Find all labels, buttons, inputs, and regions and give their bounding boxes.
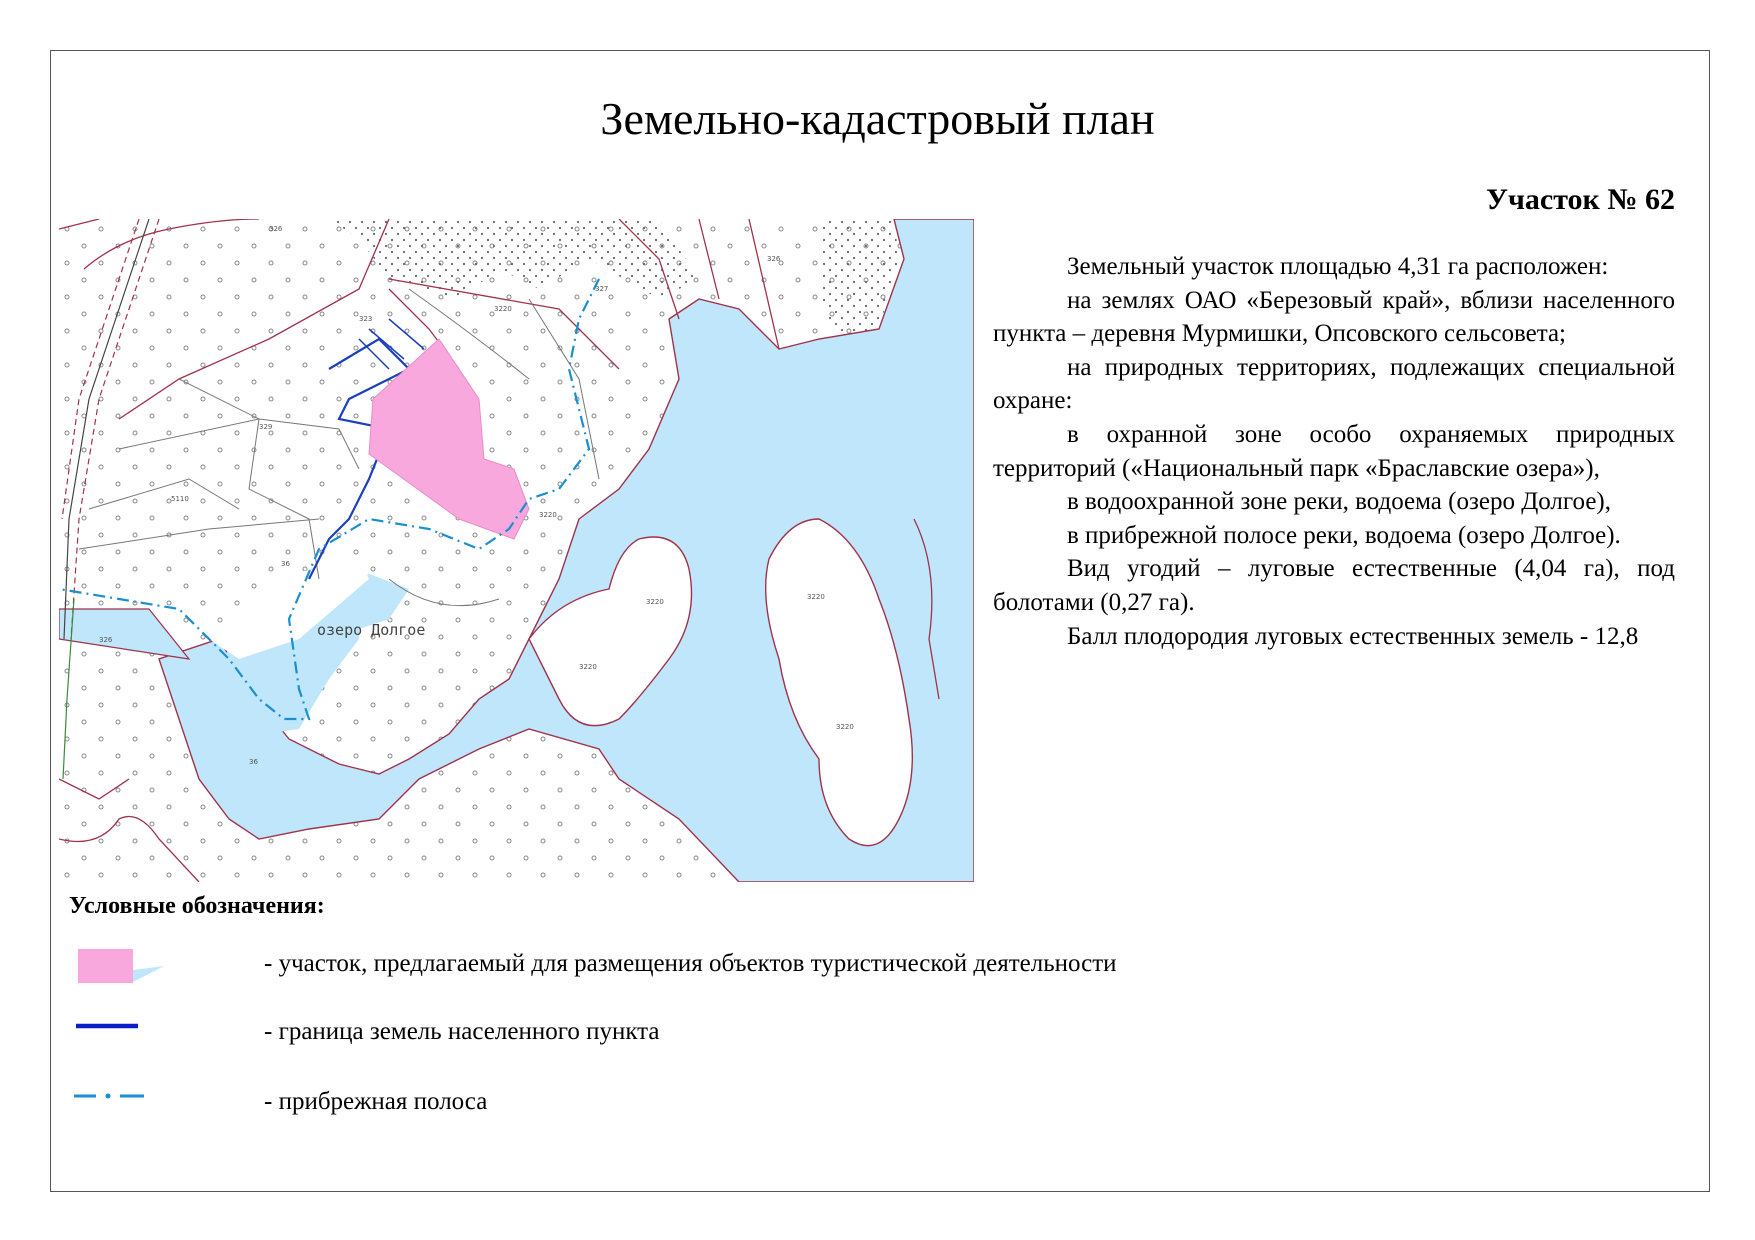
legend-item-label: - участок, предлагаемый для размещения объектов туристической деятельности — [264, 950, 1117, 977]
desc-line-protection-zone: в охранной зоне особо охраняемых природных территорий («Национальный парк «Браславские озера»), — [993, 420, 1675, 482]
desc-line-area: Земельный участок площадью 4,31 га расположен: — [1067, 253, 1609, 280]
parcel-label: 326 — [767, 255, 781, 263]
desc-line-coastal-strip: в прибрежной полосе реки, водоема (озеро Долгое). — [1067, 521, 1621, 549]
desc-line-lands: на землях ОАО «Березовый край», вблизи населенного пункта – деревня Мурмишки, Опсовского сельсовета; — [993, 286, 1675, 348]
parcel-label: 326 — [269, 225, 283, 233]
lake-name-label: озеро Долгое — [317, 621, 426, 639]
parcel-label: 3220 — [539, 511, 557, 519]
pink-area-symbol — [74, 946, 169, 986]
parcel-label: 326 — [99, 636, 113, 644]
blue-line-symbol — [76, 1016, 146, 1036]
desc-line-fertility: Балл плодородия луговых естественных земель - 12,8 — [1067, 622, 1639, 650]
parcel-label: 3220 — [807, 593, 825, 601]
desc-line-protected: на природных территориях, подлежащих специальной охране: — [993, 353, 1675, 415]
parcel-label: 329 — [259, 423, 273, 431]
cadastral-map — [59, 219, 974, 882]
plot-number: Участок № 62 — [1485, 183, 1675, 216]
parcel-label: 3220 — [494, 305, 512, 313]
parcel-label: 5110 — [171, 495, 189, 503]
parcel-label: 3220 — [579, 663, 597, 671]
page-title: Земельно-кадастровый план — [600, 93, 1155, 144]
parcel-label: 3220 — [836, 723, 854, 731]
parcel-label: 36 — [249, 758, 258, 766]
legend-title: Условные обозначения: — [69, 893, 325, 919]
legend-item-label: - прибрежная полоса — [264, 1088, 488, 1115]
parcel-label: 327 — [595, 285, 609, 293]
legend-item-label: - граница земель населенного пункта — [264, 1018, 660, 1045]
dash-dot-line-symbol — [74, 1086, 154, 1106]
parcel-label: 3220 — [646, 598, 664, 606]
parcel-label: 36 — [281, 560, 290, 568]
parcel-label: 323 — [359, 315, 373, 323]
plot-description — [993, 250, 1675, 653]
desc-line-water-zone: в водоохранной зоне реки, водоема (озеро Долгое), — [1067, 488, 1612, 516]
desc-line-land-type: Вид угодий – луговые естественные (4,04 га), под болотами (0,27 га). — [993, 555, 1675, 616]
